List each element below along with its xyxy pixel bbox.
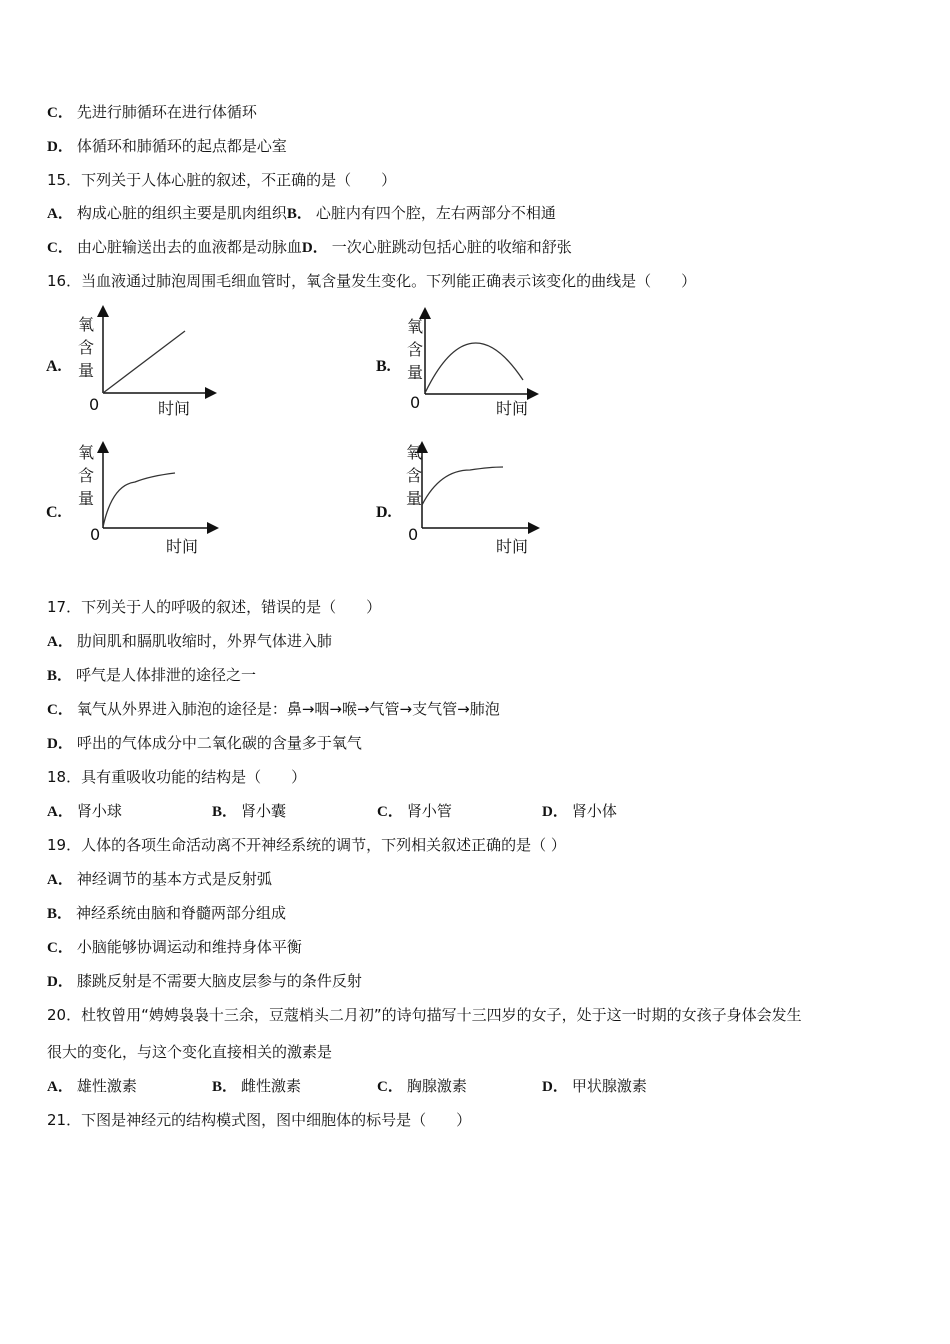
option-text: 神经调节的基本方式是反射弧	[76, 870, 272, 888]
option-letter: C．	[47, 240, 73, 256]
option-text: 先进行肺循环在进行体循环	[76, 103, 257, 121]
y-label: 含	[407, 340, 424, 359]
option-letter: A．	[47, 634, 73, 650]
graph-c	[46, 443, 216, 556]
x-label: 时间	[158, 399, 191, 418]
y-label: 氧	[407, 317, 424, 336]
option-letter: D．	[47, 974, 73, 990]
x-label: 时间	[166, 537, 199, 556]
y-label: 含	[406, 466, 423, 485]
curve	[103, 331, 185, 393]
q18-option-a	[47, 801, 122, 822]
option-letter: D．	[542, 1079, 568, 1095]
origin-label: 0	[410, 393, 421, 412]
x-label: 时间	[496, 537, 529, 556]
option-text: 雄性激素	[76, 1077, 137, 1095]
option-letter: B．	[212, 804, 238, 820]
option-letter: A.	[46, 358, 62, 375]
graph-b	[376, 310, 536, 418]
option-text: 甲状腺激素	[571, 1077, 647, 1095]
option-letter: D．	[47, 139, 73, 155]
option-letter: B．	[212, 1079, 238, 1095]
option-letter: B.	[376, 358, 391, 375]
option-text: 呼出的气体成分中二氧化碳的含量多于氧气	[76, 734, 362, 752]
q17-option-a	[47, 631, 332, 652]
option-text: 构成心脏的组织主要是肌肉组织	[76, 204, 287, 222]
option-letter: D．	[47, 736, 73, 752]
option-letter: D．	[542, 804, 568, 820]
q19-stem: 19．人体的各项生命活动离不开神经系统的调节，下列相关叙述正确的是（ ）	[47, 836, 566, 854]
q20-option-a	[47, 1076, 137, 1097]
y-label: 量	[78, 489, 95, 508]
y-label: 含	[78, 466, 95, 485]
option-letter: D.	[376, 504, 392, 521]
option-letter: A．	[47, 206, 73, 222]
q18-option-c	[377, 801, 452, 822]
option-letter: C．	[47, 105, 73, 121]
q17-option-b	[47, 665, 256, 686]
curve	[103, 473, 175, 527]
curve	[422, 467, 503, 505]
q19-option-b	[47, 903, 286, 924]
option-text: 胸腺激素	[406, 1077, 467, 1095]
option-letter: A．	[47, 1079, 73, 1095]
y-label: 氧	[78, 443, 95, 462]
option-text: 神经系统由脑和脊髓两部分组成	[76, 904, 287, 922]
q20-option-d	[542, 1076, 647, 1097]
option-letter: B．	[47, 668, 73, 684]
option-text: 小脑能够协调运动和维持身体平衡	[76, 938, 302, 956]
q15-stem: 15．下列关于人体心脏的叙述，不正确的是（ ）	[47, 171, 397, 189]
option-letter: B．	[47, 906, 73, 922]
y-label: 量	[406, 489, 423, 508]
q18-option-d	[542, 801, 617, 822]
origin-label: 0	[89, 395, 100, 414]
option-letter: B．	[286, 206, 312, 222]
option-text: 由心脏输送出去的血液都是动脉血	[76, 238, 302, 256]
option-text: 雌性激素	[241, 1077, 302, 1095]
q19-option-a	[47, 869, 272, 890]
option-letter: A．	[47, 804, 73, 820]
option-text: 心脏内有四个腔，左右两部分不相通	[315, 204, 556, 222]
curve	[425, 343, 523, 393]
option-text: 膝跳反射是不需要大脑皮层参与的条件反射	[76, 972, 362, 990]
q17-option-c	[47, 699, 500, 720]
graph-d	[376, 443, 537, 556]
q16-graphs	[0, 0, 950, 600]
option-letter: D．	[301, 240, 328, 256]
option-letter: C．	[377, 1079, 403, 1095]
y-label: 含	[78, 338, 95, 357]
q21-stem: 21．下图是神经元的结构模式图，图中细胞体的标号是（ ）	[47, 1111, 472, 1129]
option-text: 体循环和肺循环的起点都是心室	[76, 137, 287, 155]
q17-option-d	[47, 733, 362, 754]
origin-label: 0	[408, 525, 419, 544]
option-text: 肾小管	[406, 802, 452, 820]
y-label: 氧	[78, 315, 95, 334]
option-letter: C.	[46, 504, 62, 521]
q17-stem: 17．下列关于人的呼吸的叙述，错误的是（ ）	[47, 598, 382, 616]
q20-stem-line2: 很大的变化，与这个变化直接相关的激素是	[47, 1043, 333, 1061]
option-letter: C．	[47, 702, 73, 718]
y-label: 氧	[406, 443, 423, 462]
option-text: 肾小球	[76, 802, 122, 820]
option-text: 肋间肌和膈肌收缩时，外界气体进入肺	[76, 632, 332, 650]
option-letter: C．	[377, 804, 403, 820]
option-letter: C．	[47, 940, 73, 956]
q20-stem-line1: 20．杜牧曾用“娉娉袅袅十三余，豆蔻梢头二月初”的诗句描写十三四岁的女子，处于这一时期的女孩子身体会发生	[47, 1006, 802, 1024]
q16-stem: 16．当血液通过肺泡周围毛细血管时，氧含量发生变化。下列能正确表示该变化的曲线是（ ）	[47, 272, 697, 290]
q18-option-b	[212, 801, 286, 822]
option-text: 呼气是人体排泄的途径之一	[76, 666, 257, 684]
y-label: 量	[78, 361, 95, 380]
y-label: 量	[407, 363, 424, 382]
option-letter: A．	[47, 872, 73, 888]
q19-option-d	[47, 971, 362, 992]
q20-option-b	[212, 1076, 301, 1097]
x-label: 时间	[496, 399, 529, 418]
option-text: 肾小体	[571, 802, 617, 820]
option-text: 肾小囊	[241, 802, 287, 820]
option-text: 一次心脏跳动包括心脏的收缩和舒张	[331, 238, 572, 256]
q18-stem: 18．具有重吸收功能的结构是（ ）	[47, 768, 307, 786]
option-text: 氧气从外界进入肺泡的途径是：鼻→咽→喉→气管→支气管→肺泡	[76, 700, 500, 718]
origin-label: 0	[90, 525, 101, 544]
q19-option-c	[47, 937, 302, 958]
graph-a	[46, 308, 214, 418]
q20-option-c	[377, 1076, 467, 1097]
